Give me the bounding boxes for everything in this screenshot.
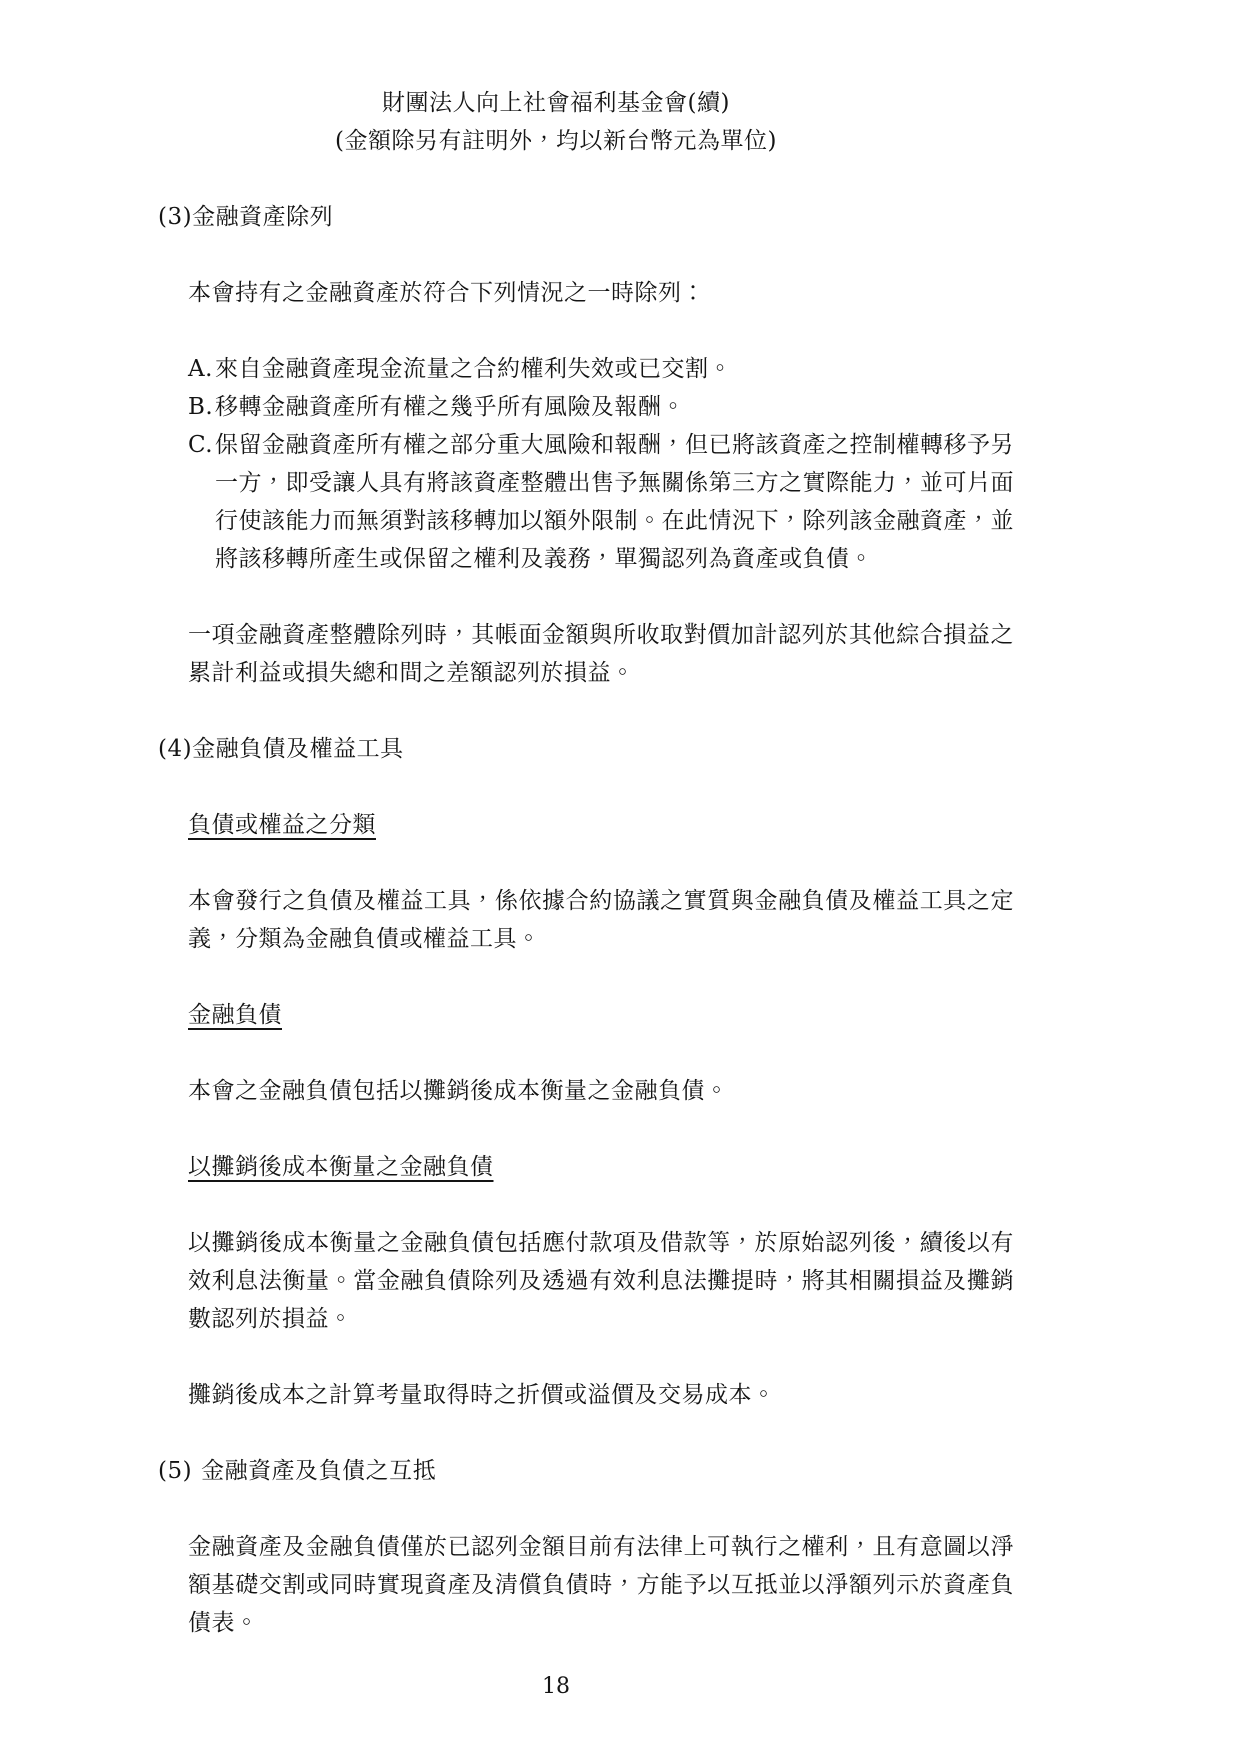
section-5-title: 金融資產及負債之互抵 [201,1458,437,1484]
page-number: 18 [542,1674,570,1699]
section-financial-asset-derecognition [158,198,1014,692]
list-item-b-label: B. [188,394,214,420]
financial-liabilities-paragraph: 本會之金融負債包括以攤銷後成本衡量之金融負債。 [188,1078,729,1104]
list-item-c-text: 保留金融資產所有權之部分重大風險和報酬，但已將該資產之控制權轉移予另一方，即受讓人具有將該資產整體出售予無關係第三方之實際能力，並可片面行使該能力而無須對該移轉加以額外限制。在此情況下，除列該金融資產，並將該移轉所產生或保留之權利及義務，單獨認列為資產或負債。 [215,432,1014,572]
document-title: 財團法人向上社會福利基金會(續) [382,90,730,116]
list-item-a-label: A. [188,356,213,382]
document-header [128,84,984,160]
list-item-b [188,388,1014,426]
section-5-label: (5) [158,1458,193,1484]
subheading-amortized-cost-liabilities: 以攤銷後成本衡量之金融負債 [188,1154,494,1180]
classification-paragraph: 本會發行之負債及權益工具，係依據合約協議之實質與金融負債及權益工具之定義，分類為金融負債或權益工具。 [188,888,1014,952]
section-3-closing-paragraph: 一項金融資產整體除列時，其帳面金額與所收取對價加計認列於其他綜合損益之累計利益或損失總和間之差額認列於損益。 [188,622,1014,686]
list-item-a-text: 來自金融資產現金流量之合約權利失效或已交割。 [215,356,732,382]
section-3-title: 金融資產除列 [192,204,334,230]
list-item-b-text: 移轉金融資產所有權之幾乎所有風險及報酬。 [215,394,685,420]
section-3-intro-paragraph: 本會持有之金融資產於符合下列情況之一時除列： [188,280,705,306]
subheading-financial-liabilities: 金融負債 [188,1002,282,1028]
amortized-cost-paragraph-2: 攤銷後成本之計算考量取得時之折價或溢價及交易成本。 [188,1382,776,1408]
section-4-label: (4) [158,736,193,762]
section-financial-liabilities-equity-instruments [158,730,1014,1414]
amortized-cost-paragraph-1: 以攤銷後成本衡量之金融負債包括應付款項及借款等，於原始認列後，續後以有效利息法衡量。當金融負債除列及透過有效利息法攤提時，將其相關損益及攤銷數認列於損益。 [188,1230,1014,1332]
derecognition-conditions-list [188,350,1014,578]
section-3-label: (3) [158,204,193,230]
page-footer [0,1668,1112,1706]
section-3-heading [158,198,1014,236]
subheading-liability-or-equity-classification: 負債或權益之分類 [188,812,376,838]
section-4-title: 金融負債及權益工具 [192,736,404,762]
list-item-c [188,426,1014,578]
list-item-c-label: C. [188,432,214,458]
offsetting-paragraph: 金融資產及金融負債僅於已認列金額目前有法律上可執行之權利，且有意圖以淨額基礎交割或同時實現資產及清償負債時，方能予以互抵並以淨額列示於資產負債表。 [188,1534,1014,1636]
section-4-heading [158,730,1014,768]
list-item-a [188,350,1014,388]
document-subtitle: (金額除另有註明外，均以新台幣元為單位) [335,128,777,154]
section-offsetting-financial-assets-liabilities [158,1452,1014,1642]
section-5-heading [158,1452,1014,1490]
